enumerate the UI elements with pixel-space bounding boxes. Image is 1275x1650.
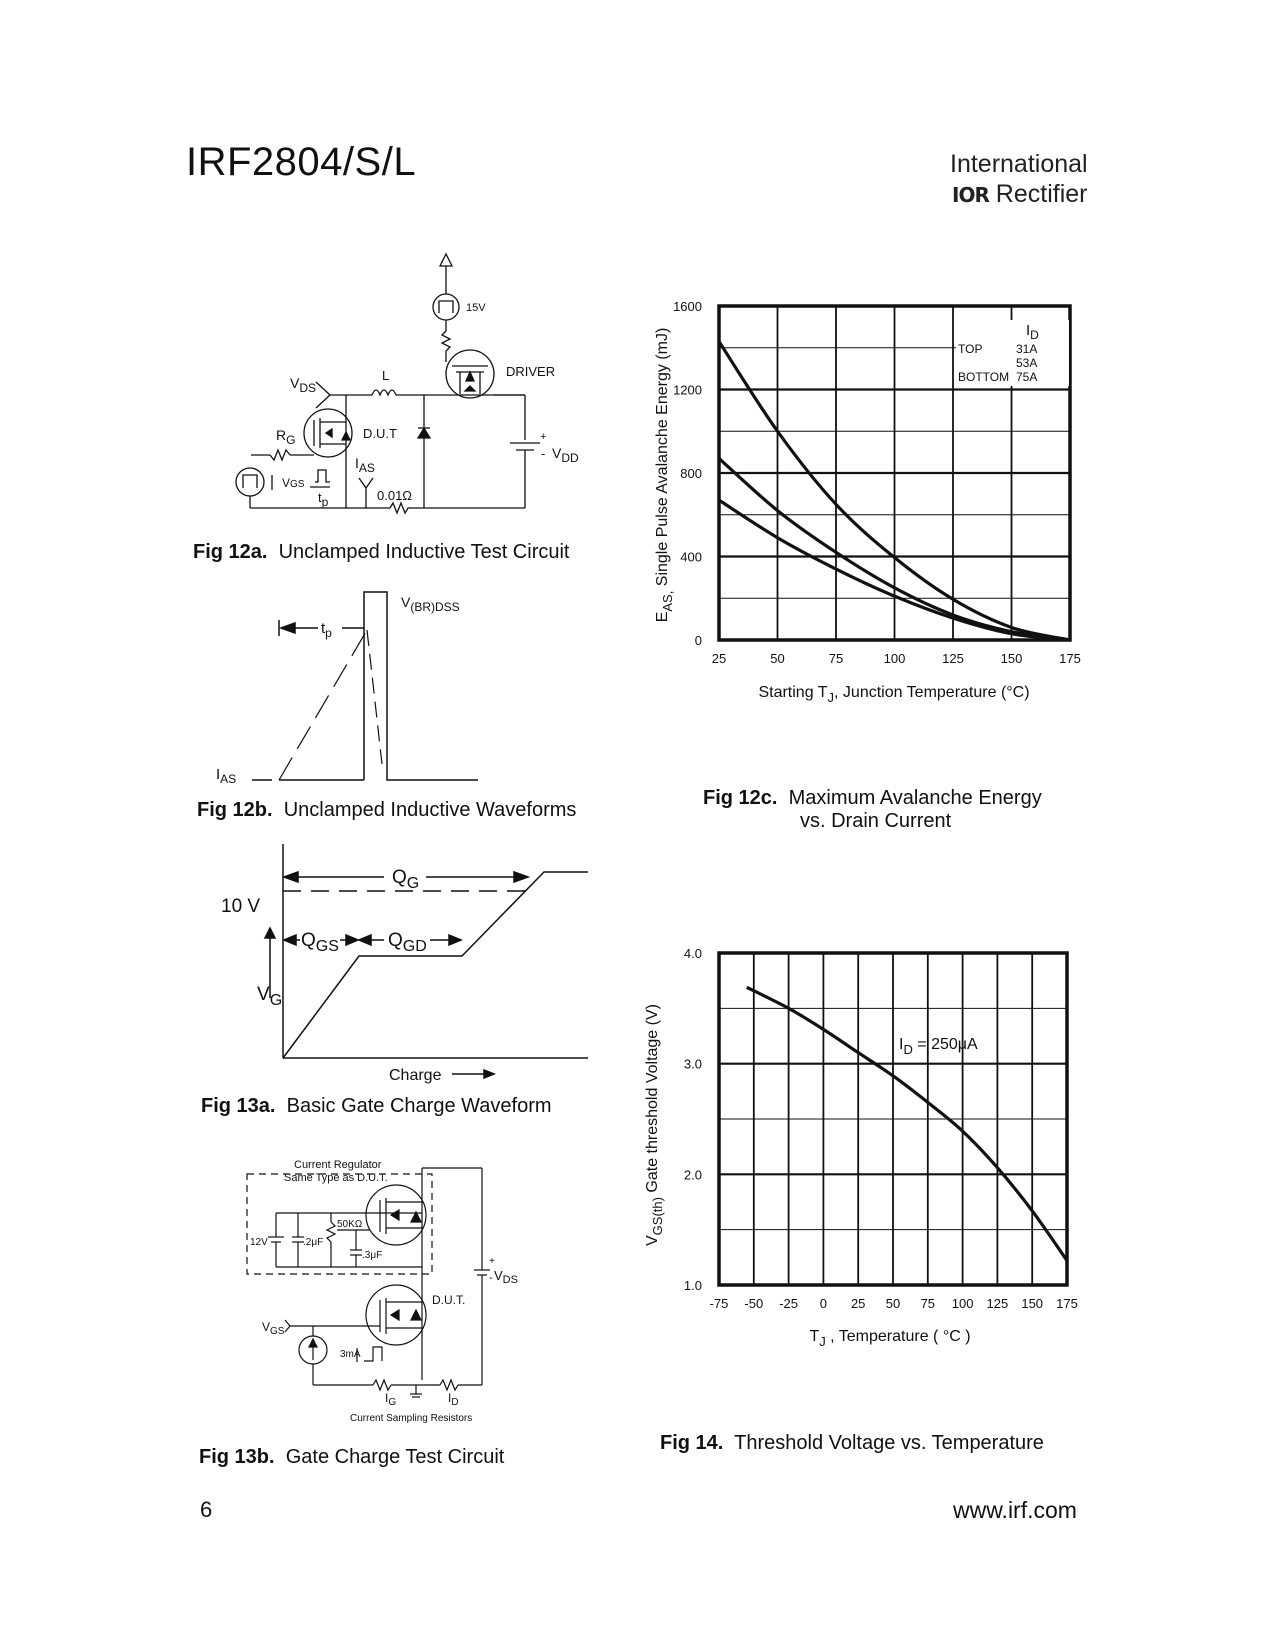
fig13b-circuit bbox=[247, 1168, 490, 1397]
legend-row-label: TOP bbox=[958, 342, 983, 356]
legend-row-label: BOTTOM bbox=[958, 370, 1010, 384]
fig13a-caption-text: Basic Gate Charge Waveform bbox=[286, 1095, 552, 1117]
fig13b-caption-number: Fig 13b. bbox=[199, 1446, 275, 1468]
vdd-letter: V bbox=[552, 445, 562, 461]
x-tick-label: -75 bbox=[709, 1296, 729, 1311]
fig12b-labels bbox=[216, 594, 460, 786]
dut-label: D.U.T. bbox=[432, 1293, 466, 1307]
qg-subscript: G bbox=[406, 875, 420, 892]
fig12a-circuit bbox=[236, 254, 540, 513]
avalanche-energy-chart bbox=[654, 299, 1081, 705]
vg-subscript: G bbox=[269, 992, 283, 1009]
fig13a-caption-number: Fig 13a. bbox=[201, 1095, 276, 1117]
y-axis-label bbox=[644, 1004, 665, 1246]
y-axis-label-subscript: GS(th) bbox=[650, 1197, 665, 1236]
fig13a-caption bbox=[201, 1095, 552, 1118]
y-tick-label: 4.0 bbox=[683, 946, 702, 961]
annotation-main: I bbox=[899, 1036, 904, 1053]
company-logo-rectifier: Rectifier bbox=[995, 180, 1088, 208]
ias-label bbox=[216, 766, 236, 786]
y-tick-label: 2.0 bbox=[683, 1167, 702, 1183]
qgd-letter: Q bbox=[388, 930, 403, 951]
c2-label: .2μF bbox=[303, 1237, 324, 1248]
legend-row-value: 53A bbox=[1016, 356, 1038, 370]
dut-label: D.U.T bbox=[363, 426, 397, 441]
vds-subscript: DS bbox=[299, 381, 317, 395]
qgd-subscript: GD bbox=[402, 938, 427, 955]
x-tick-label: -25 bbox=[779, 1296, 798, 1311]
fig12c-caption-line2: vs. Drain Current bbox=[800, 810, 952, 832]
page-title: IRF2804/S/L bbox=[186, 140, 417, 184]
vds-letter: V bbox=[290, 375, 300, 391]
legend-row-value: 31A bbox=[1016, 342, 1038, 356]
vds-plus: + bbox=[489, 1256, 495, 1267]
ig-subscript: G bbox=[388, 1397, 397, 1408]
legend-title-letter: I bbox=[1026, 322, 1031, 339]
fig14-caption bbox=[660, 1432, 1044, 1455]
r50k-label: 50KΩ bbox=[337, 1219, 363, 1230]
fig12c-caption bbox=[703, 787, 1103, 833]
vgs-label bbox=[262, 1320, 285, 1337]
shunt-resistor-label: 0.01Ω bbox=[377, 488, 413, 503]
y-axis-label-subscript: AS, bbox=[660, 590, 675, 612]
ias-subscript: AS bbox=[220, 772, 237, 786]
tp-letter: t bbox=[321, 620, 326, 637]
series-annotation bbox=[899, 1036, 978, 1057]
legend-row-value: 75A bbox=[1016, 370, 1038, 384]
qg-letter: Q bbox=[392, 867, 407, 888]
vg-letter: V bbox=[257, 984, 270, 1005]
tp-label bbox=[318, 490, 329, 509]
y-axis-label-main: E bbox=[654, 611, 671, 623]
fig12c-caption-number: Fig 12c. bbox=[703, 787, 778, 809]
fig12a-labels bbox=[276, 302, 579, 509]
x-tick-label: 100 bbox=[883, 651, 906, 666]
ias-letter: I bbox=[355, 455, 359, 471]
x-tick-label: 75 bbox=[828, 651, 844, 666]
threshold-voltage-chart bbox=[644, 946, 1078, 1349]
regulator-label-line1: Current Regulator bbox=[294, 1159, 382, 1171]
y-tick-label: 1200 bbox=[673, 382, 702, 398]
vgs-letter: V bbox=[262, 1320, 271, 1334]
x-tick-label: 125 bbox=[942, 651, 964, 666]
fig12a-caption-text: Unclamped Inductive Test Circuit bbox=[278, 541, 570, 563]
x-tick-label: 25 bbox=[850, 1296, 866, 1311]
series-line-ID250A bbox=[747, 987, 1067, 1260]
id-resistor-icon bbox=[440, 1380, 458, 1390]
fig12a-caption bbox=[193, 541, 569, 564]
rg-resistor-icon bbox=[270, 450, 290, 460]
potentiometer-icon bbox=[327, 1222, 335, 1242]
qgs-subscript: GS bbox=[315, 938, 339, 955]
qgs-label bbox=[301, 930, 339, 955]
tp-letter: t bbox=[318, 490, 322, 505]
ig-label bbox=[385, 1391, 396, 1408]
x-tick-label: 175 bbox=[1059, 651, 1081, 666]
x-tick-label: 75 bbox=[920, 1296, 936, 1311]
fig13a-labels bbox=[221, 867, 442, 1084]
ias-letter: I bbox=[216, 766, 221, 783]
y-axis-label bbox=[654, 328, 675, 623]
fig12a-caption-number: Fig 12a. bbox=[193, 541, 268, 563]
legend-title-subscript: D bbox=[1030, 328, 1039, 342]
fig13b-labels bbox=[250, 1159, 518, 1424]
c3-label: .3μF bbox=[362, 1250, 383, 1261]
y-tick-label: 400 bbox=[680, 549, 702, 565]
y-axis-label-rest: Single Pulse Avalanche Energy (mJ) bbox=[654, 327, 671, 591]
x-axis-label-main: Starting T bbox=[758, 684, 828, 701]
tp-subscript: p bbox=[321, 495, 329, 509]
ig-letter: I bbox=[385, 1391, 389, 1405]
annotation-subscript: D bbox=[903, 1042, 913, 1057]
tp-subscript: p bbox=[325, 626, 332, 640]
y-tick-label: 1600 bbox=[673, 299, 702, 314]
y-tick-label: 1.0 bbox=[683, 1278, 702, 1293]
vds-subscript: DS bbox=[502, 1274, 518, 1286]
vg-label bbox=[257, 984, 282, 1009]
page-number: 6 bbox=[200, 1497, 213, 1522]
v12-label: 12V bbox=[250, 1237, 268, 1248]
vdd-label bbox=[552, 445, 579, 465]
y-tick-label: 0 bbox=[694, 633, 702, 648]
vbrdss-label bbox=[401, 594, 460, 614]
id-label bbox=[448, 1391, 459, 1408]
x-tick-label: 50 bbox=[770, 651, 785, 666]
chart-legend bbox=[956, 320, 1069, 386]
x-tick-label: 0 bbox=[819, 1296, 828, 1311]
x-tick-label: 25 bbox=[711, 651, 727, 666]
x-axis-label-main: T bbox=[809, 1328, 820, 1345]
x-tick-label: 150 bbox=[1000, 651, 1023, 666]
rg-letter: R bbox=[276, 427, 287, 443]
fig12b-caption-text: Unclamped Inductive Waveforms bbox=[283, 799, 577, 821]
x-tick-label: 100 bbox=[951, 1296, 974, 1311]
x-axis-label-subscript: J bbox=[819, 1334, 826, 1349]
id-letter: I bbox=[448, 1391, 452, 1405]
rg-label bbox=[276, 427, 295, 447]
id-subscript: D bbox=[451, 1397, 459, 1408]
vgs-label bbox=[282, 476, 305, 490]
x-axis-label-subscript: J bbox=[827, 690, 835, 705]
ten-volt-label: 10 V bbox=[221, 896, 261, 917]
diode-icon bbox=[418, 428, 430, 438]
y-axis-label-main: V bbox=[644, 1235, 661, 1246]
vds-letter: V bbox=[494, 1268, 503, 1283]
vds-label bbox=[290, 375, 316, 395]
x-axis-label bbox=[758, 684, 1029, 705]
x-axis-label-rest: , Junction Temperature (°C) bbox=[834, 684, 1030, 701]
pulse-source-icon bbox=[433, 294, 459, 320]
vds-label bbox=[494, 1268, 518, 1286]
vgs-subscript: GS bbox=[270, 1326, 285, 1337]
charge-axis-label: Charge bbox=[389, 1067, 442, 1084]
y-axis-label-rest: Gate threshold Voltage (V) bbox=[644, 1004, 661, 1198]
fig12c-caption-line1: Maximum Avalanche Energy bbox=[788, 787, 1042, 809]
x-tick-label: 150 bbox=[1021, 1296, 1044, 1311]
vdd-plus: + bbox=[540, 431, 547, 443]
company-logo-line1: International bbox=[950, 150, 1088, 178]
sampling-resistors-label: Current Sampling Resistors bbox=[350, 1413, 473, 1424]
rg-subscript: G bbox=[286, 433, 296, 447]
pulse-generator-icon bbox=[236, 468, 264, 496]
inductor-icon bbox=[372, 390, 396, 395]
tp-label bbox=[321, 620, 332, 640]
x-tick-label: 125 bbox=[986, 1296, 1009, 1311]
ias-subscript: AS bbox=[358, 461, 375, 475]
regulator-label-line2: Same Type as D.U.T. bbox=[284, 1172, 388, 1184]
supply-voltage-label: 15V bbox=[466, 302, 486, 314]
fig13b-caption-text: Gate Charge Test Circuit bbox=[285, 1446, 505, 1468]
vgs-letter: V bbox=[282, 476, 291, 490]
vds-minus: - bbox=[489, 1272, 493, 1284]
vdd-subscript: DD bbox=[561, 451, 579, 465]
website-url: www.irf.com bbox=[953, 1497, 1077, 1523]
vbrdss-letter: V bbox=[401, 594, 411, 610]
fig14-caption-text: Threshold Voltage vs. Temperature bbox=[734, 1432, 1044, 1454]
annotation-rest: = 250μA bbox=[912, 1036, 978, 1053]
fig14-caption-number: Fig 14. bbox=[660, 1432, 724, 1454]
x-tick-label: 50 bbox=[885, 1296, 901, 1311]
ior-logo-mark: IOR bbox=[952, 183, 989, 207]
supply-arrow-icon bbox=[440, 254, 452, 266]
y-tick-label: 3.0 bbox=[683, 1056, 702, 1072]
qgs-letter: Q bbox=[301, 930, 316, 951]
x-axis-label bbox=[809, 1328, 970, 1349]
inductor-label: L bbox=[382, 368, 390, 383]
driver-label: DRIVER bbox=[506, 364, 556, 379]
current-3ma-label: 3mA bbox=[340, 1349, 361, 1360]
fig12b-caption-number: Fig 12b. bbox=[197, 799, 273, 821]
ig-resistor-icon bbox=[373, 1380, 391, 1390]
fig12b-caption bbox=[197, 799, 576, 822]
qgd-label bbox=[388, 930, 427, 955]
x-tick-label: 175 bbox=[1056, 1296, 1078, 1311]
vbrdss-subscript: (BR)DSS bbox=[410, 600, 460, 614]
fig13b-caption bbox=[199, 1446, 504, 1469]
y-tick-label: 800 bbox=[680, 466, 702, 481]
x-axis-label-rest: , Temperature ( °C ) bbox=[825, 1328, 971, 1345]
vgs-subscript: GS bbox=[290, 479, 305, 490]
x-tick-label: -50 bbox=[744, 1296, 764, 1311]
vdd-minus: - bbox=[541, 446, 546, 461]
fig13a-waveform bbox=[265, 844, 588, 1078]
qg-label bbox=[392, 867, 419, 892]
fig12b-waveform bbox=[252, 592, 478, 780]
ias-label bbox=[355, 455, 375, 475]
